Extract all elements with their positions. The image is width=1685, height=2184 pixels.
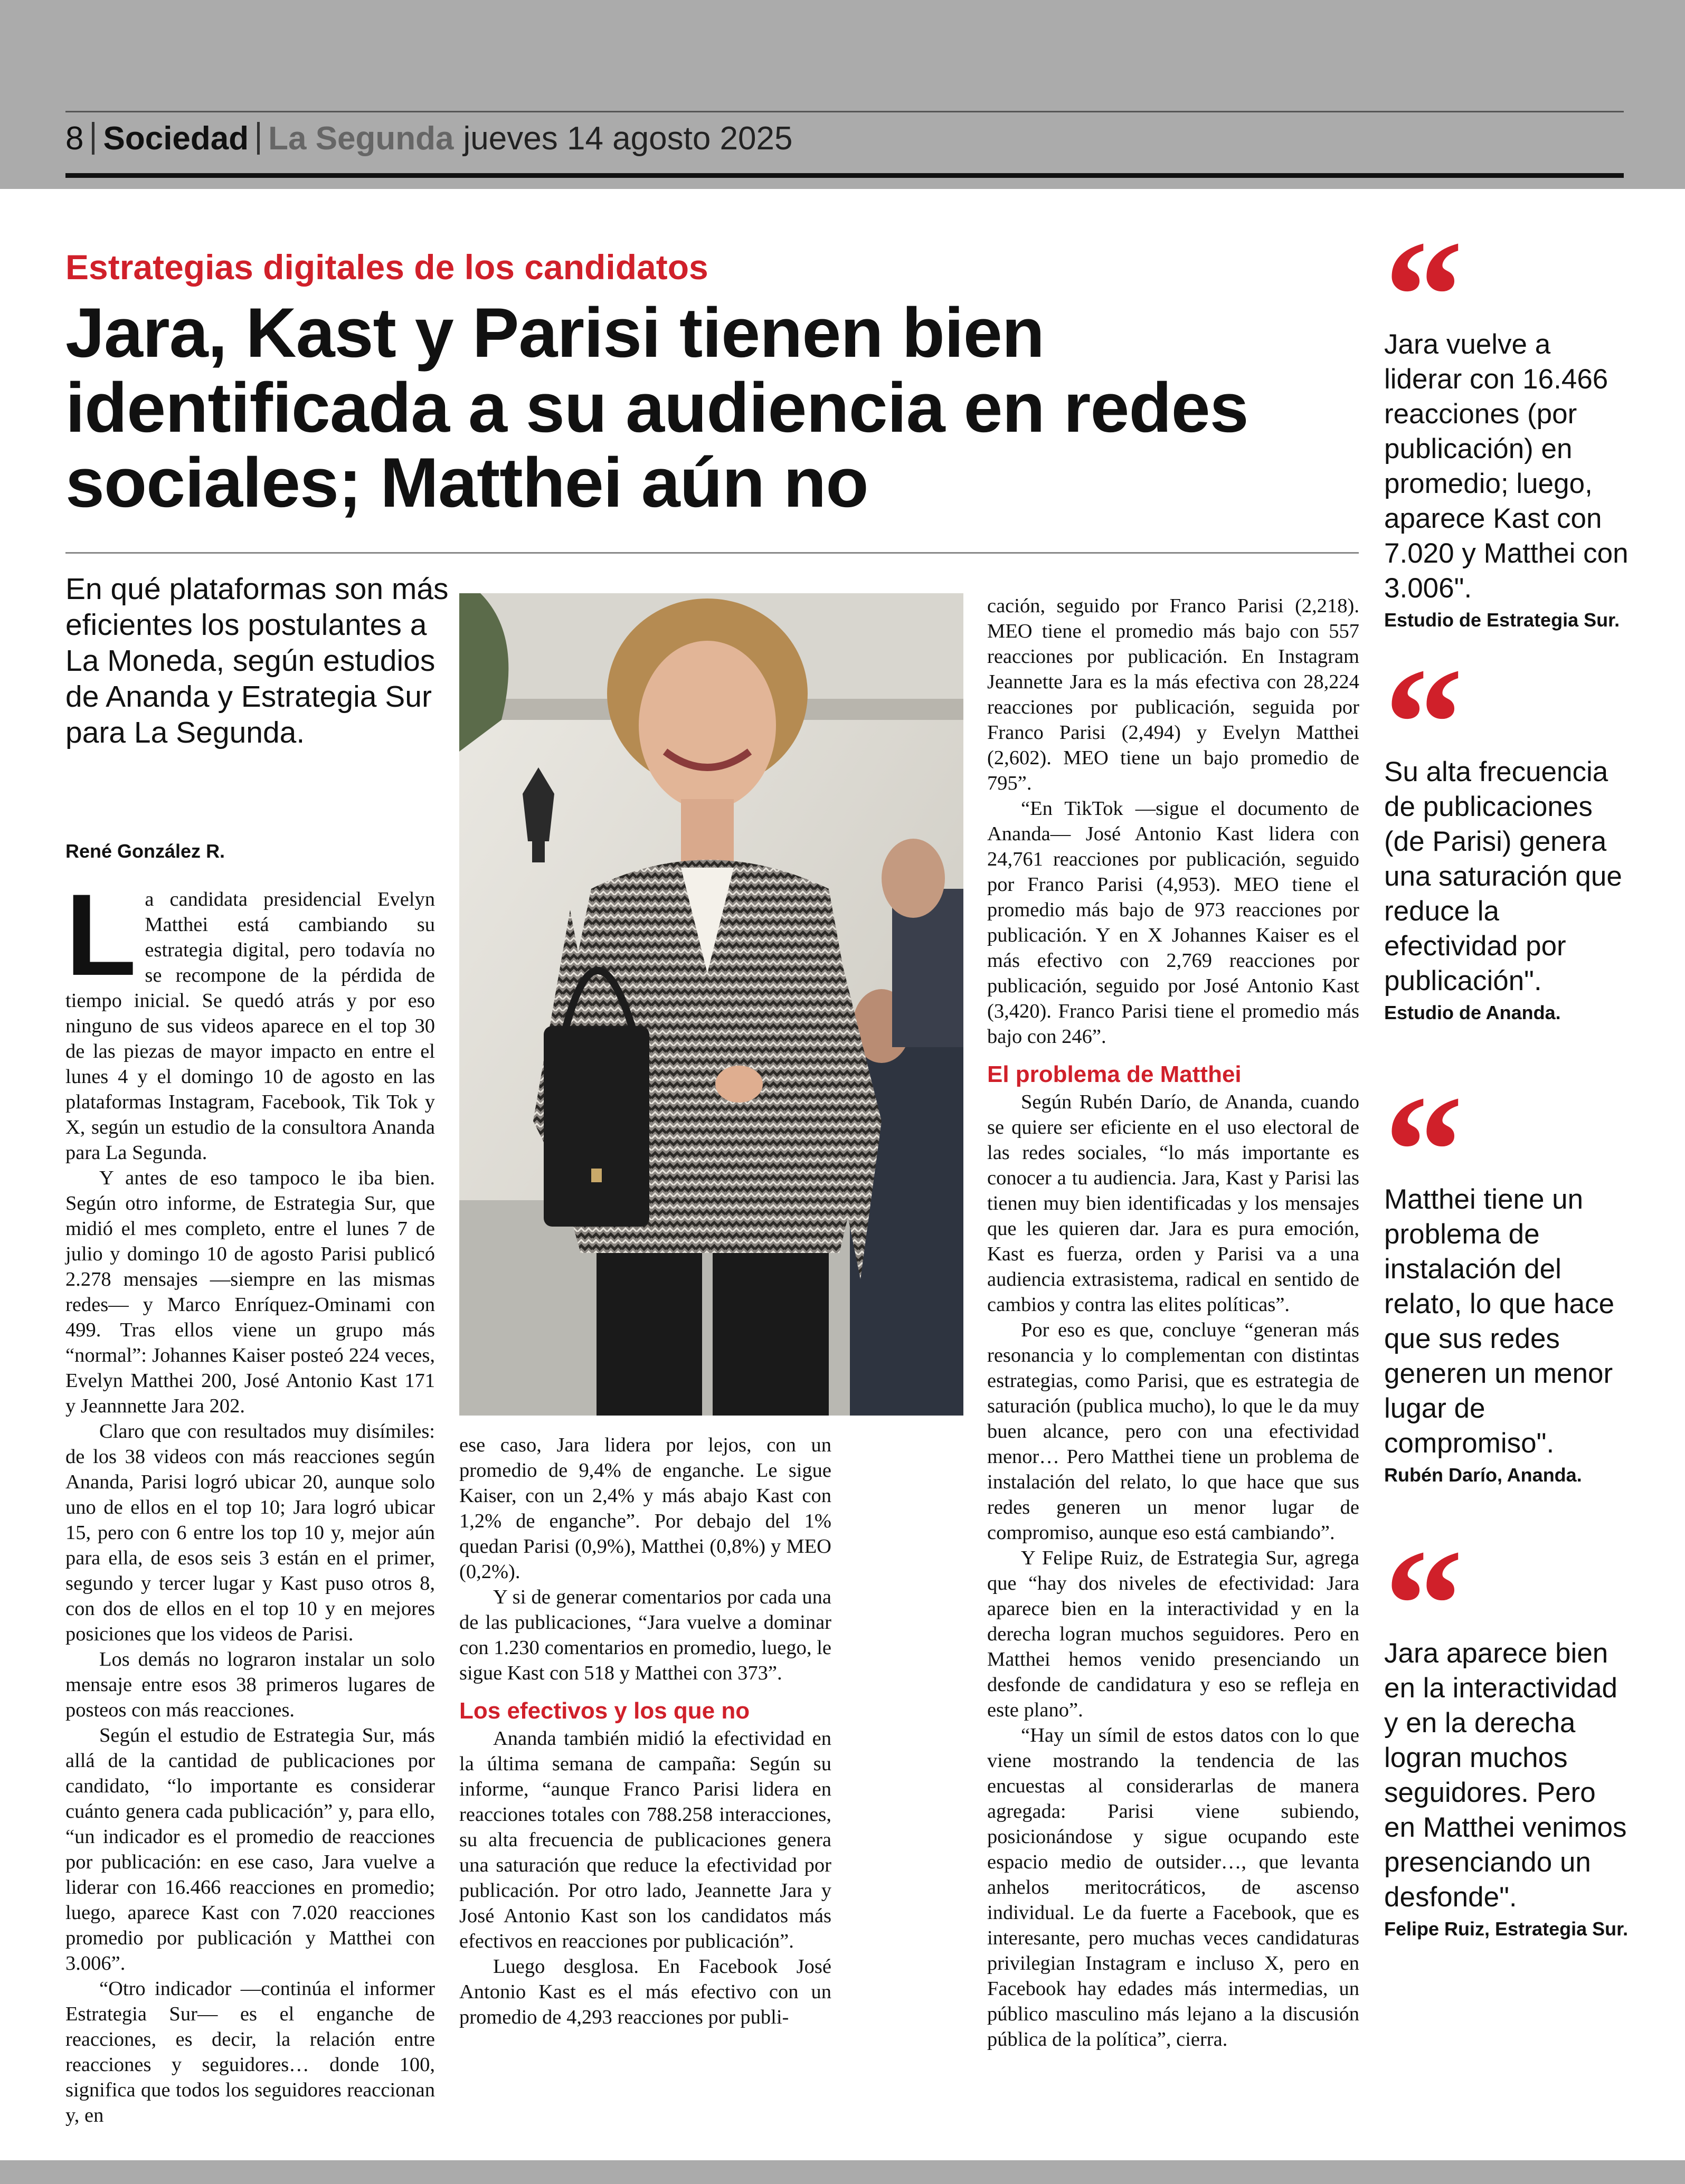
paragraph: Y si de generar comentarios por cada una de las publicaciones, “Jara vuelve a dominar con 1.230 comentarios en promedio, luego, le sigue Kast con 518 y Matthei con 373”. — [459, 1586, 831, 1684]
pull-quote-source: Felipe Ruiz, Estrategia Sur. — [1384, 1918, 1629, 1940]
pull-quote — [1384, 670, 1632, 1098]
paragraph: cación, seguido por Franco Parisi (2,218). MEO tiene el promedio más bajo con 557 reacciones por publicación. En Instagram Jeannette Jara es la más efectiva con 28,224 reacciones por publicación, seguida por Franco Parisi (2,494) y Evelyn Matthei (2,602). MEO tiene un bajo promedio de 795”. — [987, 595, 1359, 794]
quote-mark-icon — [1384, 670, 1632, 749]
pull-quote-source: Estudio de Estrategia Sur. — [1384, 609, 1620, 631]
paragraph: Luego desglosa. En Facebook José Antonio Kast es el más efectivo con un promedio de 4,293 reacciones por publi- — [459, 1955, 831, 2028]
article-headline: Jara, Kast y Parisi tienen bien identificada a su audiencia en redes sociales; Matthei aún no — [65, 294, 1248, 522]
subhead: El problema de Matthei — [987, 1061, 1242, 1087]
quote-mark-icon — [1384, 1552, 1632, 1631]
subhead: Los efectivos y los que no — [459, 1698, 750, 1724]
paragraph: Por eso es que, concluye “generan más resonancia y lo complementan con distintas estrategias, como Parisi, que es estrategia de saturación (publica mucho), lo que le da muy buen alcance, pero con una efectividad menor… Pero Matthei tiene un problema de instalación del relato, lo que hace que sus redes generen un menor lugar de compromiso, aunque eso está cambiando”. — [987, 1319, 1359, 1544]
article-column-2 — [459, 1432, 831, 2030]
masthead-separator — [92, 122, 94, 155]
pull-quote — [1384, 243, 1632, 670]
paragraph: “Otro indicador —continúa el informer Estrategia Sur— es el enganche de reacciones, es decir, la relación entre reacciones y seguidores… donde 100, significa que todos los seguidores reaccionan y, en — [65, 1978, 435, 2126]
paragraph: “En TikTok —sigue el documento de Ananda— José Antonio Kast lidera con 24,761 reacciones por publicación, seguido por Franco Parisi (4,953). MEO tiene el promedio más bajo de 973 reacciones por publicación. Y en X Johannes Kaiser es el más efectivo con 2,769 reacciones por publicación, seguido por José Antonio Kast (3,420). Franco Parisi tiene el promedio más bajo con 246”. — [987, 797, 1359, 1048]
headline-rule — [65, 552, 1359, 554]
pull-quote-text: Jara aparece bien en la interactividad y en la derecha logran muchos seguidores. Pero en Matthei venimos presenciando un desfonde". — [1384, 1638, 1627, 1913]
pull-quote — [1384, 1552, 1632, 1941]
paragraph: Claro que con resultados muy disímiles: de los 38 videos con más reacciones según Ananda, Parisi logró ubicar 20, aunque solo uno de ellos en el top 10; Jara logró ubicar 15, pero con 6 entre los top 10 y, mejor aún para ella, de esos seis 3 están en el primer, segundo y tercer lugar y Kast puso otros 8, con dos de ellos en el top 10 y en mejores posiciones que los videos de Parisi. — [65, 1420, 435, 1645]
article-column-3 — [987, 593, 1359, 2052]
quote-mark-icon — [1384, 1098, 1632, 1177]
paragraph-lead — [65, 870, 435, 1165]
pull-quotes-column — [1384, 243, 1632, 1941]
masthead-separator — [257, 122, 260, 155]
masthead-top-rule — [65, 111, 1624, 112]
section-name: Sociedad — [103, 120, 249, 157]
paragraph: Según el estudio de Estrategia Sur, más allá de la cantidad de publicaciones por candidato, “lo importante es considerar cuánto genera cada publicación” y, para ello, “un indicador es el promedio de reacciones por publicación: en ese caso, Jara vuelve a liderar con 16.466 reacciones en promedio; luego, aparece Kast con 7.020 reacciones promedio por publicación y Matthei con 3.006”. — [65, 1724, 435, 1974]
article-byline: René González R. — [65, 840, 225, 862]
article-column-1 — [65, 870, 435, 2128]
pull-quote-text: Matthei tiene un problema de instalación del relato, lo que hace que sus redes generen un menor lugar de compromiso". — [1384, 1184, 1615, 1459]
paragraph: Según Rubén Darío, de Ananda, cuando se quiere ser eficiente en el uso electoral de las redes sociales, “lo más importante es conocer a tu audiencia. Jara, Kast y Parisi las tienen muy bien identificadas y los mensajes que les quieren dar. Jara es pura emoción, Kast es fuerza, orden y Parisi va a una audiencia extrasistema, radical en sentido de cambios y contra las elites políticas”. — [987, 1091, 1359, 1316]
article-kicker: Estrategias digitales de los candidatos — [65, 248, 708, 287]
page-number: 8 — [65, 120, 84, 157]
newspaper-brand: La Segunda — [268, 120, 454, 157]
quote-mark-icon — [1384, 243, 1632, 322]
paragraph: Los demás no lograron instalar un solo mensaje entre esos 38 primeros lugares de posteos con más reacciones. — [65, 1648, 435, 1721]
masthead — [65, 117, 792, 159]
pull-quote-source: Rubén Darío, Ananda. — [1384, 1464, 1582, 1486]
issue-date: jueves 14 agosto 2025 — [463, 120, 793, 157]
pull-quote-source: Estudio de Ananda. — [1384, 1002, 1561, 1023]
paragraph: Ananda también midió la efectividad en la última semana de campaña: Según su informe, “aunque Franco Parisi lidera en reacciones totales con 788.258 interacciones, su alta frecuencia de publicaciones genera una saturación que reduce la efectividad por publicación. Por otro lado, Jeannette Jara y José Antonio Kast son los candidatos más efectivos en reacciones por publicación”. — [459, 1727, 831, 1952]
article-deck: En qué plataformas son más eficientes los postulantes a La Moneda, según estudios de Ananda y Estrategia Sur para La Segunda. — [65, 572, 449, 749]
paragraph: Y Felipe Ruiz, de Estrategia Sur, agrega que “hay dos niveles de efectividad: Jara aparece bien en la interactividad y en la derecha logran muchos seguidores. Pero en Matthei hemos venido presenciando un desfonde de candidatura y eso se refleja en este plano”. — [987, 1547, 1359, 1721]
paragraph: “Hay un símil de estos datos con lo que viene mostrando la tendencia de las encuestas al considerarlas de manera agregada: Parisi viene subiendo, posicionándose y sigue ocupando este espacio medio de outsider…, que levanta anhelos meritocráticos, de ascenso individual. Le da fuerte a Facebook, que es interesante, pero muchas veces candidaturas privilegian Instagram e incluso X, pero en Facebook hay edades más intermedias, un público masculino más lejano a la discusión pública de la política”, cierra. — [987, 1724, 1359, 2050]
paragraph: Y antes de eso tampoco le iba bien. Según otro informe, de Estrategia Sur, que midió el mes completo, entre el lunes 7 de julio y domingo 10 de agosto Parisi publicó 2.278 mensajes —siempre en las mismas redes— y Marco Enríquez-Ominami con 499. Tras ellos viene un grupo más “normal”: Johannes Kaiser posteó 224 veces, Evelyn Matthei 200, José Antonio Kast 171 y Jeannnette Jara 202. — [65, 1167, 435, 1417]
paragraph: ese caso, Jara lidera por lejos, con un promedio de 9,4% de enganche. Le sigue Kaiser, con un 2,4% y más abajo Kast con 1,2% de enganche”. Por debajo del 1% quedan Parisi (0,9%), Matthei (0,8%) y MEO (0,2%). — [459, 1434, 831, 1583]
drop-cap: L — [65, 870, 137, 1000]
masthead-bottom-rule — [65, 173, 1624, 178]
pull-quote — [1384, 1098, 1632, 1552]
pull-quote-text: Jara vuelve a liderar con 16.466 reacciones (por publicación) en promedio; luego, aparece Kast con 7.020 y Matthei con 3.006". — [1384, 329, 1629, 604]
candidate-photo — [459, 593, 963, 1416]
paragraph-text: a candidata presidencial Evelyn Matthei está cambiando su estrategia digital, pero todavía no se recompone de la pérdida de tiempo inicial. Se quedó atrás y por eso ninguno de sus videos aparece en el top 30 de las piezas de mayor impacto en entre el lunes 4 y el domingo 10 de agosto en las plataformas Instagram, Facebook, Tik Tok y X, según un estudio de la consultora Ananda para La Segunda. — [65, 888, 435, 1164]
pull-quote-text: Su alta frecuencia de publicaciones (de Parisi) genera una saturación que reduce la efectividad por publicación". — [1384, 756, 1622, 996]
